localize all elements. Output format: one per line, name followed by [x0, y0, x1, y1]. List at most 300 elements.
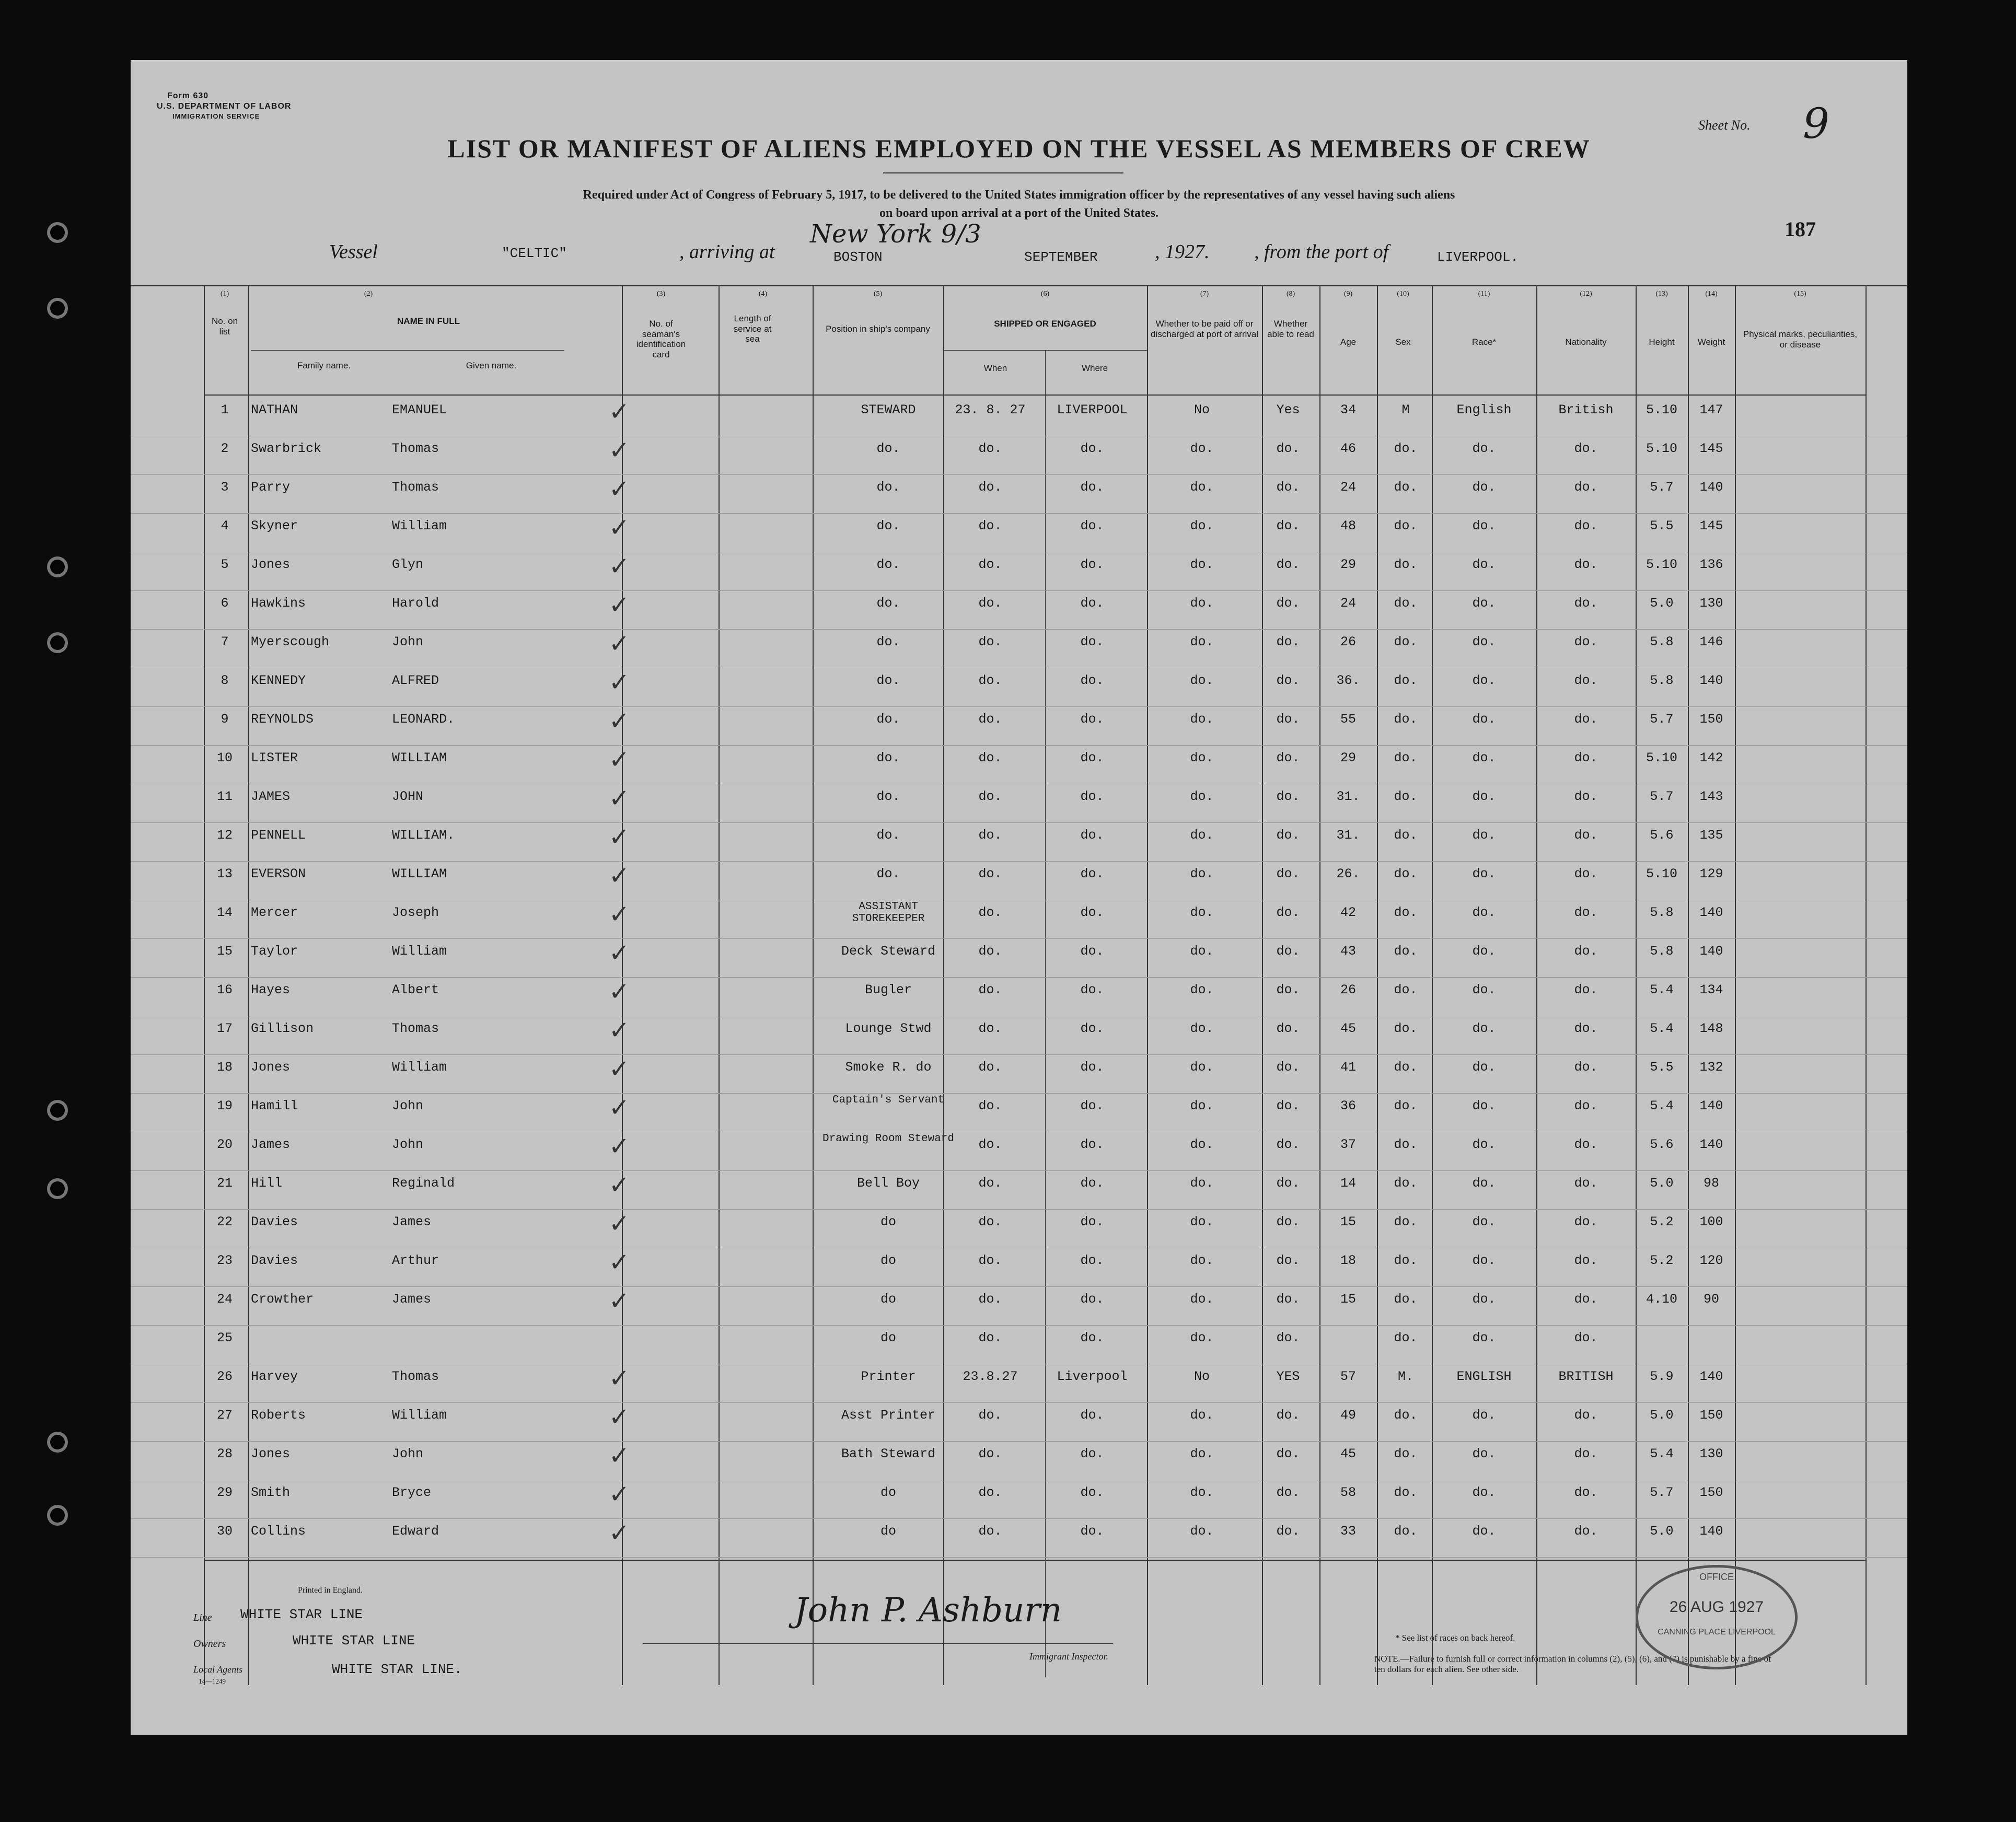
table-row [131, 822, 1907, 862]
height: 5.2 [1650, 1253, 1674, 1268]
col-num-2: (2) [364, 290, 373, 298]
sex: do. [1394, 1408, 1418, 1423]
col-num-11: (11) [1478, 290, 1490, 298]
card-check: ✓ [608, 397, 630, 426]
height: 5.10 [1646, 557, 1677, 572]
paid-off: do. [1190, 480, 1214, 495]
form-number: Form 630 [167, 91, 209, 100]
paid-off: do. [1190, 944, 1214, 959]
shipped-where: do. [1080, 1137, 1104, 1152]
table-row [131, 1480, 1907, 1519]
row-number: 16 [216, 982, 233, 997]
family-name: Myerscough [251, 634, 330, 649]
col-num-5: (5) [873, 290, 883, 298]
race: do. [1472, 712, 1496, 727]
race: do. [1472, 828, 1496, 843]
given-name: JOHN [392, 789, 424, 804]
family-name: James [251, 1137, 291, 1152]
given-name: Thomas [392, 1021, 439, 1036]
sex: do. [1394, 1253, 1418, 1268]
family-name: PENNELL [251, 828, 306, 843]
weight: 135 [1699, 828, 1723, 843]
col-num-12: (12) [1580, 290, 1592, 298]
card-check: ✓ [608, 668, 630, 697]
weight: 150 [1699, 712, 1723, 727]
row-number: 8 [221, 673, 229, 688]
sex: do. [1394, 1292, 1418, 1307]
paid-off: do. [1190, 1098, 1214, 1113]
family-name: Taylor [251, 944, 298, 959]
position: Printer [861, 1369, 916, 1384]
card-check: ✓ [608, 745, 630, 774]
table-row [131, 1325, 1907, 1364]
position: do. [876, 866, 900, 881]
position: Smoke R. do [845, 1060, 932, 1075]
nationality: do. [1574, 1292, 1598, 1307]
race: do. [1472, 596, 1496, 611]
shipped-where: do. [1080, 557, 1104, 572]
line-label: Line [193, 1612, 212, 1623]
row-number: 23 [216, 1253, 233, 1268]
able-to-read: do. [1276, 1292, 1300, 1307]
printed-in: Printed in England. [298, 1586, 363, 1595]
weight: 150 [1699, 1485, 1723, 1500]
race: do. [1472, 750, 1496, 765]
able-to-read: do. [1276, 557, 1300, 572]
shipped-when: do. [978, 441, 1002, 456]
shipped-when: do. [978, 712, 1002, 727]
given-name: James [392, 1214, 432, 1229]
given-name: William [392, 518, 447, 533]
shipped-where: do. [1080, 712, 1104, 727]
card-check: ✓ [608, 1248, 630, 1277]
nationality: do. [1574, 828, 1598, 843]
manifest-sheet [131, 60, 1907, 1735]
header-physical-marks: Physical marks, peculiarities, or disease [1743, 329, 1858, 350]
table-row [131, 1286, 1907, 1326]
age: 33 [1340, 1524, 1356, 1539]
family-name: JAMES [251, 789, 291, 804]
family-name: Davies [251, 1214, 298, 1229]
nationality: do. [1574, 1330, 1598, 1345]
header-where: Where [1081, 363, 1108, 373]
position: Bell Boy [856, 1176, 920, 1191]
nationality: British [1558, 402, 1614, 417]
race: ENGLISH [1456, 1369, 1512, 1384]
nationality: do. [1574, 1253, 1598, 1268]
family-name: Jones [251, 1060, 291, 1075]
family-name: Skyner [251, 518, 298, 533]
sex: do. [1394, 441, 1418, 456]
shipped-when: do. [978, 1253, 1002, 1268]
header-able-read: Whether able to read [1267, 319, 1314, 339]
given-name: LEONARD. [392, 712, 455, 727]
form-subtitle-1: Required under Act of Congress of February 5, 1917, to be delivered to the United States immigration officer by the representatives of any vessel having such aliens [583, 188, 1455, 202]
age: 46 [1340, 441, 1356, 456]
shipped-where: do. [1080, 673, 1104, 688]
shipped-where: do. [1080, 1408, 1104, 1423]
paid-off: do. [1190, 1137, 1214, 1152]
sex: do. [1394, 1330, 1418, 1345]
age: 36 [1340, 1098, 1356, 1113]
weight: 140 [1699, 673, 1723, 688]
inspector-signature: John P. Ashburn [794, 1591, 1062, 1630]
header-no-on-list: No. on list [211, 316, 238, 336]
weight: 140 [1699, 1524, 1723, 1539]
age: 26 [1340, 634, 1356, 649]
race: do. [1472, 1446, 1496, 1461]
card-check: ✓ [608, 1016, 630, 1045]
shipped-when: do. [978, 1446, 1002, 1461]
race: do. [1472, 1021, 1496, 1036]
row-number: 5 [221, 557, 229, 572]
given-name: Thomas [392, 441, 439, 456]
position: do. [876, 712, 900, 727]
weight: 140 [1699, 944, 1723, 959]
able-to-read: do. [1276, 789, 1300, 804]
shipped-when: do. [978, 673, 1002, 688]
paid-off: do. [1190, 905, 1214, 920]
paid-off: do. [1190, 789, 1214, 804]
weight: 147 [1699, 402, 1723, 417]
able-to-read: do. [1276, 673, 1300, 688]
family-name: Hill [251, 1176, 283, 1191]
family-name: Hamill [251, 1098, 298, 1113]
weight: 130 [1699, 1446, 1723, 1461]
paid-off: do. [1190, 828, 1214, 843]
paid-off: do. [1190, 634, 1214, 649]
given-name: Thomas [392, 480, 439, 495]
shipped-where: do. [1080, 1330, 1104, 1345]
height: 5.10 [1646, 750, 1677, 765]
position: Bath Steward [841, 1446, 936, 1461]
shipped-where: do. [1080, 982, 1104, 997]
sex: do. [1394, 1524, 1418, 1539]
row-number: 13 [216, 866, 233, 881]
sheet-number: 9 [1803, 99, 1829, 148]
age: 26 [1340, 982, 1356, 997]
shipped-where: do. [1080, 1176, 1104, 1191]
given-name: Harold [392, 596, 439, 611]
age: 31. [1336, 789, 1360, 804]
height: 5.0 [1650, 1524, 1674, 1539]
height: 5.4 [1650, 1446, 1674, 1461]
owners-value: WHITE STAR LINE [293, 1633, 415, 1649]
position: do. [876, 750, 900, 765]
paid-off: do. [1190, 673, 1214, 688]
sex: do. [1394, 1485, 1418, 1500]
height: 5.10 [1646, 866, 1677, 881]
race: do. [1472, 1098, 1496, 1113]
table-row [131, 474, 1907, 514]
position: Deck Steward [841, 944, 936, 959]
able-to-read: do. [1276, 828, 1300, 843]
row-number: 11 [216, 789, 233, 804]
shipped-where: do. [1080, 480, 1104, 495]
header-given-name: Given name. [466, 361, 517, 370]
given-name: Bryce [392, 1485, 432, 1500]
race: do. [1472, 1292, 1496, 1307]
family-name: NATHAN [251, 402, 298, 417]
nationality: do. [1574, 1485, 1598, 1500]
stamp-top-text: OFFICE [1699, 1572, 1734, 1582]
able-to-read: do. [1276, 1214, 1300, 1229]
department-label: U.S. DEPARTMENT OF LABOR [157, 102, 292, 111]
height: 5.0 [1650, 1408, 1674, 1423]
sex: do. [1394, 1214, 1418, 1229]
nationality: do. [1574, 1060, 1598, 1075]
sex: do. [1394, 1137, 1418, 1152]
able-to-read: do. [1276, 1021, 1300, 1036]
race: do. [1472, 1485, 1496, 1500]
sex: do. [1394, 557, 1418, 572]
able-to-read: do. [1276, 1524, 1300, 1539]
race: do. [1472, 789, 1496, 804]
table-row [131, 977, 1907, 1016]
nationality: do. [1574, 750, 1598, 765]
card-check: ✓ [608, 1093, 630, 1122]
weight: 140 [1699, 1098, 1723, 1113]
shipped-where: do. [1080, 1485, 1104, 1500]
row-number: 3 [221, 480, 229, 495]
header-height: Height [1649, 337, 1675, 347]
col-num-1: (1) [220, 290, 229, 298]
name-header-divider [251, 350, 564, 351]
arrival-month: SEPTEMBER [1024, 249, 1098, 265]
given-name: William [392, 944, 447, 959]
given-name: Glyn [392, 557, 424, 572]
row-number: 15 [216, 944, 233, 959]
table-row [131, 397, 1907, 436]
paid-off: do. [1190, 1446, 1214, 1461]
sex: do. [1394, 1176, 1418, 1191]
header-position: Position in ship's company [826, 324, 930, 334]
able-to-read: do. [1276, 866, 1300, 881]
given-name: Arthur [392, 1253, 439, 1268]
sex: do. [1394, 518, 1418, 533]
binder-hole [47, 632, 68, 653]
row-number: 21 [216, 1176, 233, 1191]
row-number: 25 [216, 1330, 233, 1345]
position: do [880, 1524, 896, 1539]
nationality: do. [1574, 480, 1598, 495]
nationality: do. [1574, 673, 1598, 688]
height: 5.4 [1650, 982, 1674, 997]
sex: do. [1394, 828, 1418, 843]
col-num-3: (3) [656, 290, 666, 298]
race: do. [1472, 673, 1496, 688]
age: 58 [1340, 1485, 1356, 1500]
position: Lounge Stwd [845, 1021, 932, 1036]
header-race: Race* [1472, 337, 1497, 347]
age: 49 [1340, 1408, 1356, 1423]
card-check: ✓ [608, 1054, 630, 1084]
row-number: 6 [221, 596, 229, 611]
race: do. [1472, 1214, 1496, 1229]
age: 24 [1340, 480, 1356, 495]
col-num-15: (15) [1794, 290, 1806, 298]
sex: do. [1394, 905, 1418, 920]
paid-off: do. [1190, 982, 1214, 997]
paid-off: do. [1190, 1408, 1214, 1423]
table-row [131, 861, 1907, 900]
shipped-where: do. [1080, 1214, 1104, 1229]
sex: do. [1394, 596, 1418, 611]
agents-value: WHITE STAR LINE. [332, 1662, 462, 1677]
card-check: ✓ [608, 977, 630, 1006]
weight: 146 [1699, 634, 1723, 649]
height: 5.8 [1650, 673, 1674, 688]
paid-off: No [1194, 1369, 1210, 1384]
race: do. [1472, 944, 1496, 959]
row-number: 17 [216, 1021, 233, 1036]
shipped-when: do. [978, 480, 1002, 495]
family-name: LISTER [251, 750, 298, 765]
given-name: John [392, 1446, 424, 1461]
row-number: 22 [216, 1214, 233, 1229]
paid-off: do. [1190, 557, 1214, 572]
nationality: do. [1574, 518, 1598, 533]
able-to-read: do. [1276, 944, 1300, 959]
binder-hole [47, 298, 68, 319]
race: do. [1472, 480, 1496, 495]
family-name: Parry [251, 480, 291, 495]
row-number: 27 [216, 1408, 233, 1423]
sex: do. [1394, 480, 1418, 495]
row-number: 19 [216, 1098, 233, 1113]
shipped-where: do. [1080, 1524, 1104, 1539]
paid-off: do. [1190, 596, 1214, 611]
shipped-when: do. [978, 1021, 1002, 1036]
race: do. [1472, 557, 1496, 572]
row-number: 2 [221, 441, 229, 456]
height: 5.6 [1650, 1137, 1674, 1152]
shipped-where: do. [1080, 789, 1104, 804]
position: do [880, 1253, 896, 1268]
header-age: Age [1340, 337, 1357, 347]
card-check: ✓ [608, 552, 630, 581]
header-name-in-full: NAME IN FULL [397, 316, 460, 326]
weight: 140 [1699, 905, 1723, 920]
race: do. [1472, 1176, 1496, 1191]
position: do [880, 1292, 896, 1307]
card-check: ✓ [608, 1441, 630, 1470]
able-to-read: do. [1276, 1330, 1300, 1345]
age: 45 [1340, 1021, 1356, 1036]
shipped-when: do. [978, 557, 1002, 572]
card-check: ✓ [608, 706, 630, 736]
height: 5.4 [1650, 1098, 1674, 1113]
height: 5.5 [1650, 1060, 1674, 1075]
shipped-where: do. [1080, 1098, 1104, 1113]
paid-off: No [1194, 402, 1210, 417]
able-to-read: do. [1276, 634, 1300, 649]
shipped-where: do. [1080, 905, 1104, 920]
able-to-read: do. [1276, 750, 1300, 765]
position: do. [876, 480, 900, 495]
row-number: 7 [221, 634, 229, 649]
given-name: ALFRED [392, 673, 439, 688]
height: 4.10 [1646, 1292, 1677, 1307]
nationality: do. [1574, 1214, 1598, 1229]
able-to-read: YES [1276, 1369, 1300, 1384]
shipped-when: do. [978, 789, 1002, 804]
height: 5.10 [1646, 402, 1677, 417]
shipped-where: do. [1080, 1060, 1104, 1075]
nationality: do. [1574, 1176, 1598, 1191]
paid-off: do. [1190, 1330, 1214, 1345]
card-check: ✓ [608, 436, 630, 465]
age: 14 [1340, 1176, 1356, 1191]
shipped-when: do. [978, 1330, 1002, 1345]
race: do. [1472, 634, 1496, 649]
age: 37 [1340, 1137, 1356, 1152]
card-check: ✓ [608, 629, 630, 658]
age: 18 [1340, 1253, 1356, 1268]
race: do. [1472, 866, 1496, 881]
row-number: 18 [216, 1060, 233, 1075]
given-name: John [392, 634, 424, 649]
stamp-bottom-text: CANNING PLACE LIVERPOOL [1658, 1628, 1776, 1637]
weight: 142 [1699, 750, 1723, 765]
shipped-where: LIVERPOOL [1057, 402, 1128, 417]
position: do. [876, 789, 900, 804]
header-weight: Weight [1697, 337, 1725, 347]
position: do [880, 1214, 896, 1229]
weight: 145 [1699, 518, 1723, 533]
able-to-read: do. [1276, 441, 1300, 456]
sex: do. [1394, 1446, 1418, 1461]
sex: do. [1394, 1060, 1418, 1075]
row-number: 26 [216, 1369, 233, 1384]
shipped-where: do. [1080, 1021, 1104, 1036]
liverpool-office-stamp [1636, 1565, 1798, 1669]
table-row [131, 668, 1907, 707]
owners-label: Owners [193, 1638, 226, 1650]
card-check: ✓ [608, 513, 630, 542]
paid-off: do. [1190, 712, 1214, 727]
shipped-when: do. [978, 1408, 1002, 1423]
binder-hole [47, 222, 68, 243]
row-number: 29 [216, 1485, 233, 1500]
shipped-when: 23. 8. 27 [955, 402, 1026, 417]
able-to-read: do. [1276, 1060, 1300, 1075]
card-check: ✓ [608, 1402, 630, 1432]
row-number: 24 [216, 1292, 233, 1307]
age: 43 [1340, 944, 1356, 959]
header-shipped: SHIPPED OR ENGAGED [994, 319, 1096, 329]
shipped-where: do. [1080, 866, 1104, 881]
shipped-where: do. [1080, 1292, 1104, 1307]
sex: do. [1394, 1021, 1418, 1036]
able-to-read: do. [1276, 1253, 1300, 1268]
sex: M. [1397, 1369, 1413, 1384]
height: 5.10 [1646, 441, 1677, 456]
sex: do. [1394, 866, 1418, 881]
shipped-when: do. [978, 982, 1002, 997]
paid-off: do. [1190, 1176, 1214, 1191]
age: 48 [1340, 518, 1356, 533]
position: do. [876, 596, 900, 611]
binder-hole [47, 1432, 68, 1453]
height: 5.7 [1650, 712, 1674, 727]
weight: 90 [1703, 1292, 1719, 1307]
age: 24 [1340, 596, 1356, 611]
family-name: Jones [251, 557, 291, 572]
shipped-where: do. [1080, 1253, 1104, 1268]
shipped-when: do. [978, 1060, 1002, 1075]
position: do [880, 1485, 896, 1500]
